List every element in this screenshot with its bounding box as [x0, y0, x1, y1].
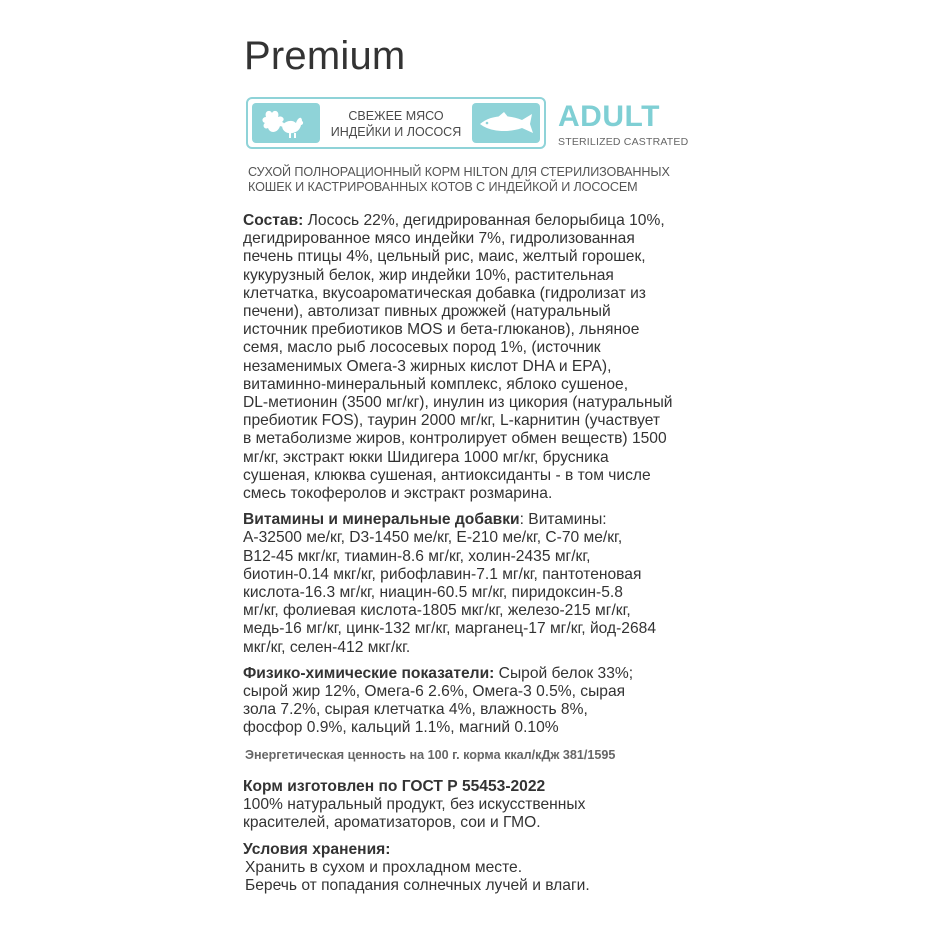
composition-section — [243, 212, 703, 503]
composition-line: дегидрированное мясо индейки 7%, гидролизованная — [243, 230, 635, 248]
composition-line: DL-метионин (3500 мг/кг), инулин из цикория (натуральный — [243, 394, 673, 412]
vitamins-line: В12-45 мкг/кг, тиамин-8.6 мг/кг, холин-2435 мг/кг, — [243, 547, 591, 565]
composition-line: кукурузный белок, жир индейки 10%, растительная — [243, 266, 614, 284]
gost-title: Корм изготовлен по ГОСТ Р 55453-2022 — [243, 777, 546, 795]
vitamins-line: кислота-16.3 мг/кг, ниацин-60.5 мг/кг, пиридоксин-5.8 — [243, 584, 623, 602]
vitamins-section — [243, 511, 703, 657]
composition-line: источник пребиотиков MOS и бета-глюканов), льняное — [243, 321, 640, 339]
physchem-line: сырой жир 12%, Омега-6 2.6%, Омега-3 0.5%, сырая — [243, 683, 626, 701]
vitamins-line: мг/кг, фолиевая кислота-1805 мкг/кг, железо-215 мг/кг, — [243, 602, 631, 620]
product-description-line-2: КОШЕК И КАСТРИРОВАННЫХ КОТОВ С ИНДЕЙКОЙ И ЛОСОСЕМ — [248, 180, 638, 194]
physchem-label: Физико-химические показатели: — [243, 664, 495, 682]
storage-section — [243, 841, 703, 896]
badge-text — [324, 108, 468, 140]
label-content — [243, 212, 703, 903]
composition-line: смесь токоферолов и экстракт розмарина. — [243, 485, 553, 503]
gost-line: красителей, ароматизаторов, сои и ГМО. — [243, 814, 541, 832]
composition-line: печень птицы 4%, цельный рис, маис, желтый горошек, — [243, 248, 646, 266]
energy-value: Энергетическая ценность на 100 г. корма ккал/кДж 381/1595 — [245, 747, 616, 762]
badge-line-2: ИНДЕЙКИ И ЛОСОСЯ — [330, 125, 462, 139]
product-description-line-1: СУХОЙ ПОЛНОРАЦИОННЫЙ КОРМ HILTON ДЛЯ СТЕРИЛИЗОВАННЫХ — [248, 165, 670, 179]
composition-line: витаминно-минеральный комплекс, яблоко сушеное, — [243, 375, 629, 393]
physchem-line: фосфор 0.9%, кальций 1.1%, магний 0.10% — [243, 719, 559, 737]
physchem-section — [243, 665, 703, 738]
storage-title: Условия хранения: — [243, 840, 391, 858]
physchem-line: зола 7.2%, сырая клетчатка 4%, влажность 8%, — [243, 701, 588, 719]
composition-line: клетчатка, вкусоароматическая добавка (гидролизат из — [243, 284, 646, 302]
turkey-icon — [252, 103, 320, 143]
vitamins-line: медь-16 мг/кг, цинк-132 мг/кг, марганец-17 мг/кг, йод-2684 — [243, 620, 656, 638]
category-title: ADULT — [558, 100, 660, 133]
brand-title: Premium — [244, 34, 406, 78]
salmon-tile — [472, 103, 540, 143]
badge-line-1: СВЕЖЕЕ МЯСО — [348, 109, 444, 123]
ingredient-badge — [246, 97, 546, 149]
physchem-line: Сырой белок 33%; — [494, 664, 634, 682]
composition-line: пребиотик FOS), таурин 2000 мг/кг, L-карнитин (участвует — [243, 412, 661, 430]
composition-line: в метаболизме жиров, контролирует обмен веществ) 1500 — [243, 430, 667, 448]
salmon-icon — [472, 103, 540, 143]
composition-line: сушеная, клюква сушеная, антиоксиданты - в том числе — [243, 466, 651, 484]
composition-line: Лосось 22%, дегидрированная белорыбица 10%, — [303, 212, 665, 229]
gost-section — [243, 778, 703, 833]
turkey-tile — [252, 103, 320, 143]
composition-label: Состав: — [243, 212, 304, 229]
storage-line: Хранить в сухом и прохладном месте. — [245, 858, 523, 876]
composition-line: семя, масло рыб лососевых пород 1%, (источник — [243, 339, 601, 357]
product-description — [248, 165, 708, 195]
composition-line: мг/кг, экстракт юкки Шидигера 1000 мг/кг, брусника — [243, 448, 609, 466]
composition-line: печени), автолизат пивных дрожжей (натуральный — [243, 303, 611, 321]
storage-line: Беречь от попадания солнечных лучей и влаги. — [245, 876, 590, 894]
vitamins-line: биотин-0.14 мкг/кг, рибофлавин-7.1 мг/кг, пантотеновая — [243, 565, 642, 583]
vitamins-line: : Витамины: — [519, 511, 607, 529]
composition-line: незаменимых Омега-3 жирных кислот DHA и EPA), — [243, 357, 612, 375]
vitamins-label: Витамины и минеральные добавки — [243, 511, 520, 529]
vitamins-line: А-32500 ме/кг, D3-1450 ме/кг, Е-210 ме/кг, С-70 ме/кг, — [243, 529, 623, 547]
gost-line: 100% натуральный продукт, без искусственных — [243, 796, 586, 814]
category-subtitle: STERILIZED CASTRATED — [558, 136, 689, 148]
vitamins-line: мкг/кг, селен-412 мкг/кг. — [243, 638, 411, 656]
